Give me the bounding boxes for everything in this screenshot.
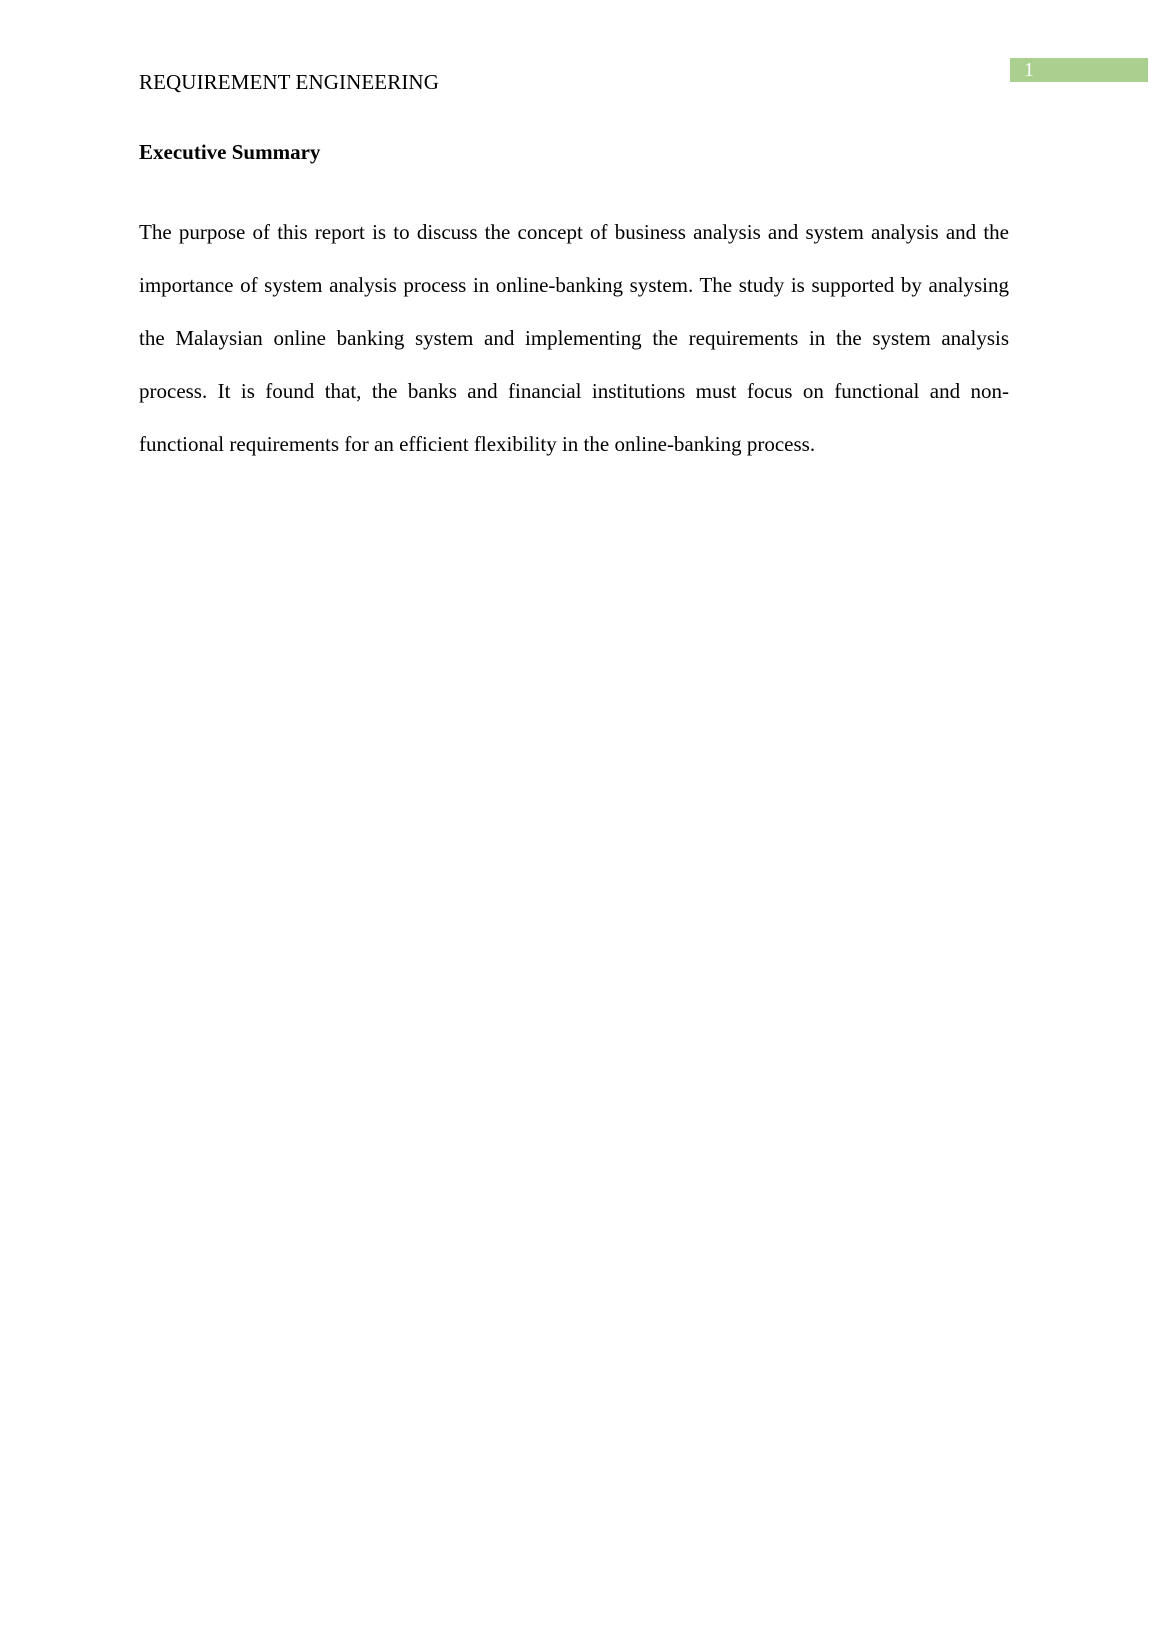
- page-number-badge: [1010, 58, 1148, 82]
- running-header: REQUIREMENT ENGINEERING: [139, 70, 439, 94]
- body-paragraph: The purpose of this report is to discuss the concept of business analysis and system analysis and the importance of system analysis process in online-banking system. The study is supported by analysing the Malaysian online banking system and implementing the requirements in the system analysis process. It is found that, the banks and financial institutions must focus on functional and non-functional requirements for an efficient flexibility in the online-banking process.: [139, 220, 1009, 456]
- page-number: 1: [1024, 59, 1034, 81]
- section-heading: Executive Summary: [139, 140, 321, 164]
